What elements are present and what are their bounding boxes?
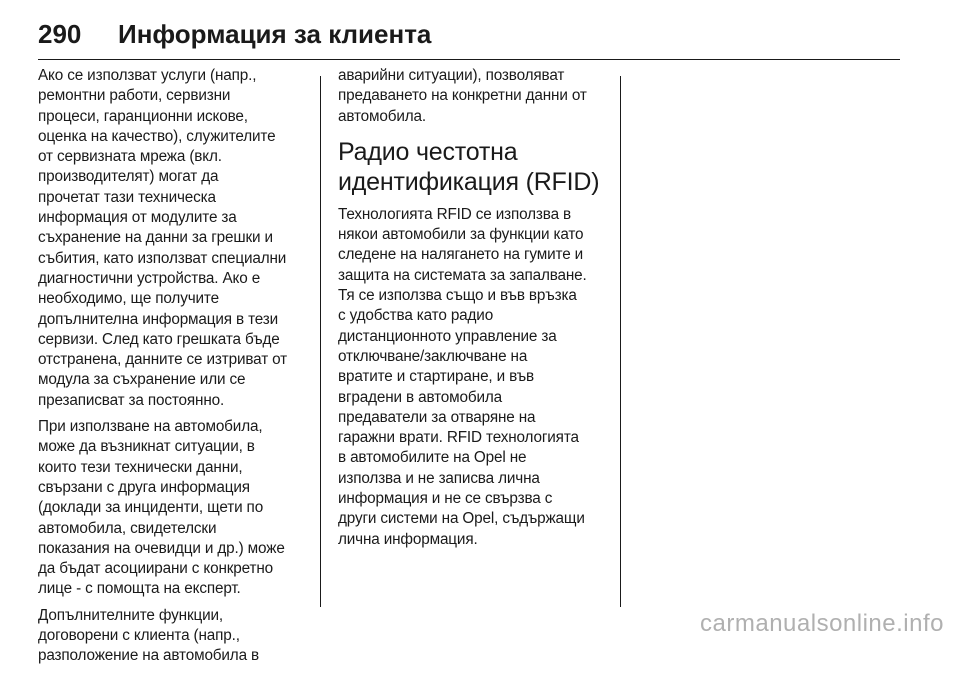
text-line: съхранение на данни за грешки и [38, 229, 273, 247]
text-line: използва и не записва лична [338, 469, 540, 487]
text-line: лице - с помощта на експерт. [38, 580, 241, 598]
text-line: презаписват за постоянно. [38, 391, 225, 409]
text-line: от сервизната мрежа (вкл. [38, 148, 222, 166]
text-line: (доклади за инциденти, щети по [38, 499, 264, 517]
text-line: прочетат тази техническа [38, 188, 216, 206]
text-line: модула за съхранение или се [38, 371, 246, 389]
paragraph [338, 66, 608, 127]
paragraph [38, 606, 322, 667]
text-line: автомобила, свидетелски [38, 519, 217, 537]
text-line: сервизи. След като грешката бъде [38, 330, 280, 348]
text-line: някои автомобили за функции като [338, 226, 584, 244]
text-line: Ако се използват услуги (напр., [38, 67, 257, 84]
text-line: събития, като използват специални [38, 249, 287, 267]
text-line: ремонтни работи, сервизни [38, 87, 231, 105]
paragraph [338, 205, 608, 550]
text-line: аварийни ситуации), позволяват [338, 67, 565, 84]
text-line: отключване/заключване на [338, 347, 528, 365]
text-line: оценка на качество), служителите [38, 127, 276, 145]
text-line: показания на очевидци и др.) може [38, 539, 285, 557]
text-line: автомобила. [338, 107, 427, 125]
text-line: защита на системата за запалване. [338, 266, 587, 284]
header-rule [38, 59, 900, 60]
text-line: дистанционното управление за [338, 327, 557, 345]
heading-line: Радио честотна [338, 137, 518, 166]
text-line: други системи на Opel, съдържащи [338, 510, 585, 528]
text-line: предаването на конкретни данни от [338, 87, 587, 105]
text-line: информация и не се свързва с [338, 490, 553, 508]
text-line: предаватели за отваряне на [338, 408, 536, 426]
page-number: 290 [38, 18, 82, 49]
text-line: да бъдат асоциирани с конкретно [38, 560, 274, 578]
watermark: carmanualsonline.info [700, 610, 944, 637]
text-line: свързани с друга информация [38, 478, 250, 496]
text-line: необходимо, ще получите [38, 290, 219, 308]
page-header [38, 14, 431, 54]
heading-line: идентификация (RFID) [338, 167, 600, 196]
text-line: гаражни врати. RFID технологията [338, 429, 579, 447]
section-heading [338, 137, 608, 197]
text-line: процеси, гаранционни искове, [38, 107, 248, 125]
text-line: следене на налягането на гумите и [338, 246, 584, 264]
text-line: Технологията RFID се използва в [338, 205, 572, 223]
text-line: отстранена, данните се изтриват от [38, 351, 288, 369]
text-line: производителят) могат да [38, 168, 219, 186]
text-line: допълнителна информация в тези [38, 310, 279, 328]
left-column [38, 66, 322, 673]
text-line: които тези технически данни, [38, 458, 243, 476]
column-divider-right [620, 76, 621, 607]
text-line: може да възникнат ситуации, в [38, 438, 255, 456]
text-line: вградени в автомобила [338, 388, 503, 406]
text-line: лична информация. [338, 530, 478, 548]
text-line: Тя се използва също и във връзка [338, 287, 577, 305]
text-line: разположение на автомобила в [38, 647, 260, 665]
text-line: Допълнителните функции, [38, 606, 223, 624]
page-title: Информация за клиента [118, 18, 432, 49]
text-line: вратите и стартиране, и във [338, 368, 534, 386]
paragraph [38, 66, 322, 411]
text-line: информация от модулите за [38, 209, 237, 227]
text-line: с удобства като радио [338, 307, 494, 325]
text-line: договорени с клиента (напр., [38, 627, 240, 645]
text-line: При използване на автомобила, [38, 418, 263, 436]
middle-column [338, 66, 608, 556]
paragraph [38, 417, 322, 600]
text-line: диагностични устройства. Ако е [38, 269, 261, 287]
column-divider [320, 76, 321, 607]
text-line: в автомобилите на Opel не [338, 449, 527, 467]
